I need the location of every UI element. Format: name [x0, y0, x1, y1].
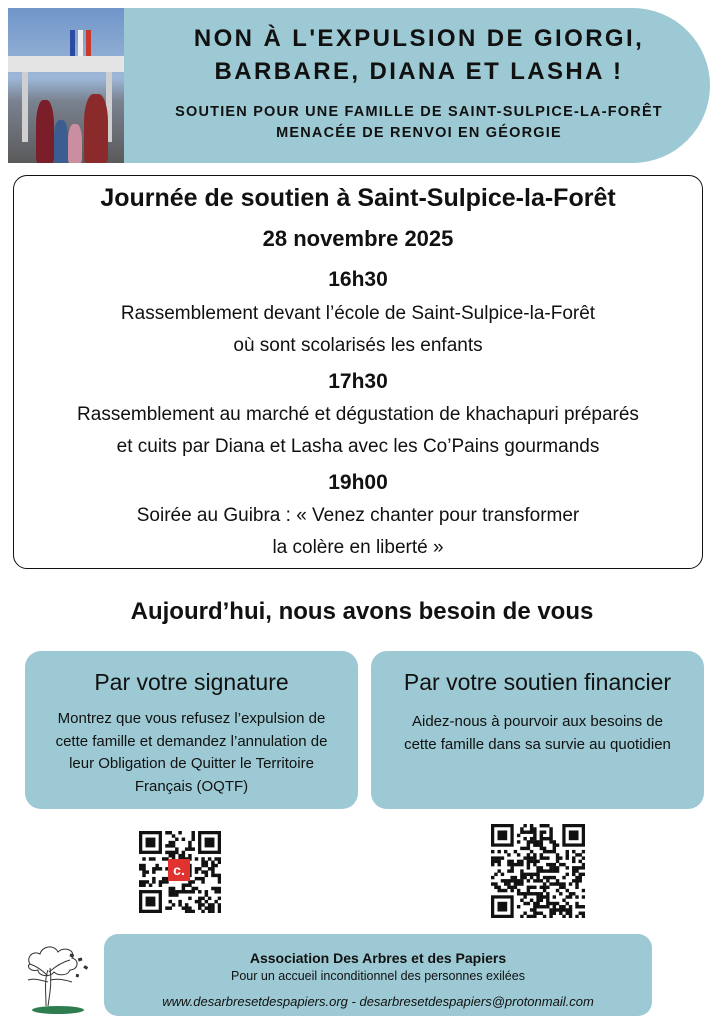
need-heading: Aujourd’hui, nous avons besoin de vous	[130, 598, 594, 625]
event-box	[13, 175, 703, 569]
event-time-3: 19h00	[328, 471, 388, 494]
association-name: Association Des Arbres et des Papiers	[249, 950, 507, 966]
event-date: 28 novembre 2025	[262, 226, 454, 251]
event-title: Journée de soutien à Saint-Sulpice-la-Forêt	[100, 184, 616, 212]
event-desc-3a: Soirée au Guibra : « Venez chanter pour transformer	[136, 505, 580, 526]
signature-line: Montrez que vous refusez l’expulsion de	[57, 710, 326, 727]
footer-box	[104, 934, 652, 1016]
event-desc-2b: et cuits par Diana et Lasha avec les Co’Pains gourmands	[116, 436, 600, 457]
page-subtitle	[130, 102, 708, 144]
title-line-2: BARBARE, DIANA ET LASHA !	[214, 58, 624, 85]
qr-badge: c.	[168, 859, 190, 881]
event-desc-1b: où sont scolarisés les enfants	[233, 335, 483, 356]
family-photo	[8, 8, 124, 163]
qr-code-petition[interactable]	[139, 831, 221, 913]
event-desc-1a: Rassemblement devant l’école de Saint-Sulpice-la-Forêt	[120, 303, 596, 324]
financial-card-title: Par votre soutien financier	[403, 669, 672, 695]
signature-line: cette famille et demandez l’annulation de	[55, 732, 328, 750]
event-time-1: 16h30	[328, 268, 388, 291]
event-desc-2a: Rassemblement au marché et dégustation de khachapuri préparés	[77, 404, 639, 425]
financial-card	[371, 651, 704, 809]
page-title	[130, 22, 708, 88]
financial-line: Aidez-nous à pourvoir aux besoins de	[412, 713, 663, 730]
signature-card	[25, 651, 358, 809]
association-contact[interactable]: www.desarbresetdespapiers.org - desarbresetdespapiers@protonmail.com	[162, 994, 594, 1009]
subtitle-line-2: MENACÉE DE RENVOI EN GÉORGIE	[276, 125, 562, 141]
association-tagline: Pour un accueil inconditionnel des personnes exilées	[231, 969, 525, 983]
qr-code-donation[interactable]	[491, 824, 585, 918]
subtitle-line-1: SOUTIEN POUR UNE FAMILLE DE SAINT-SULPICE-LA-FORÊT	[175, 104, 663, 120]
financial-line: cette famille dans sa survie au quotidien	[404, 735, 671, 753]
signature-line: leur Obligation de Quitter le Territoire	[69, 755, 314, 772]
event-desc-3b: la colère en liberté »	[272, 537, 444, 558]
signature-card-body	[25, 708, 358, 798]
tree-logo-icon	[24, 936, 98, 1018]
event-time-2: 17h30	[328, 370, 388, 393]
signature-card-title: Par votre signature	[94, 669, 289, 695]
title-line-1: NON À L'EXPULSION DE GIORGI,	[193, 25, 645, 52]
signature-line: Français (OQTF)	[134, 777, 249, 795]
financial-card-body	[371, 711, 704, 756]
